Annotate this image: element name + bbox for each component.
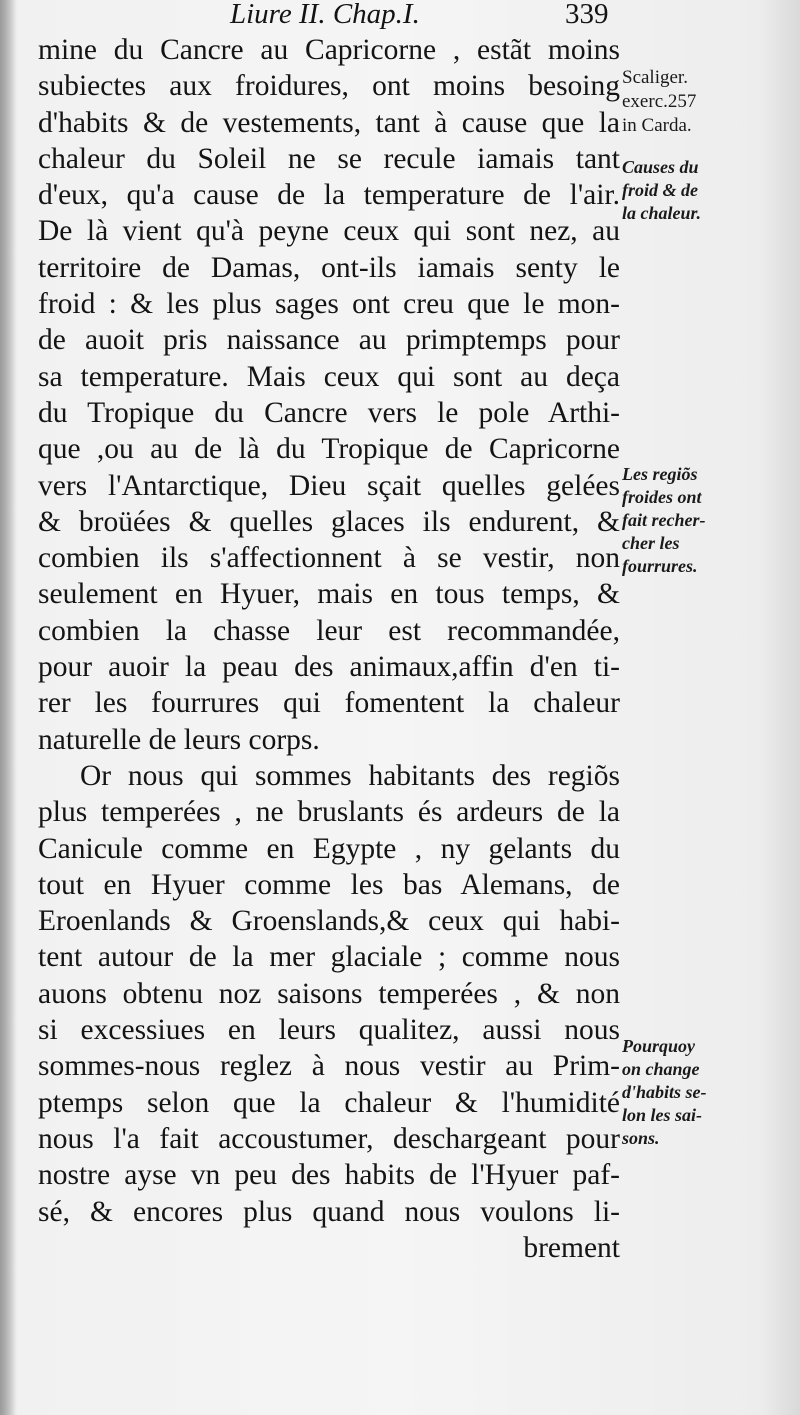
- text-line: & broüées & quelles glaces ils endurent, &: [38, 505, 620, 538]
- text-line: mine du Cancre au Capricorne , estãt moins: [38, 34, 620, 66]
- margin-note-line: froid & de: [622, 180, 698, 200]
- text-line: subiectes aux froidures, ont moins besoing: [38, 70, 620, 103]
- text-line: pour auoir la peau des animaux,affin d'en ti-: [38, 651, 620, 684]
- text-line: nous l'a fait accoustumer, deschargeant pour: [38, 1122, 620, 1155]
- margin-note-line: fait recher-: [622, 510, 706, 530]
- text-line: que ,ou au de là du Tropique de Capricorne: [38, 433, 620, 466]
- text-line: Canicule comme en Egypte , ny gelants du: [38, 832, 620, 865]
- margin-note-line: cher les: [622, 533, 680, 553]
- text-line: chaleur du Soleil ne se recule iamais tant: [38, 142, 620, 175]
- text-line: rer les fourrures qui fomentent la chaleur: [38, 687, 620, 720]
- text-line: si excessiues en leurs qualitez, aussi nous: [38, 1014, 620, 1047]
- body-text: [38, 32, 620, 1266]
- text-line: tent autour de la mer glaciale ; comme nous: [38, 941, 620, 974]
- text-line: seulement en Hyuer, mais en tous temps, &: [38, 578, 620, 611]
- margin-note-pourquoy: [622, 1035, 798, 1150]
- margin-note-line: sons.: [622, 1128, 660, 1148]
- page-header: [150, 0, 630, 34]
- margin-note-line: la chaleur.: [622, 203, 702, 223]
- text-line: vers l'Antarctique, Dieu sçait quelles gelées: [38, 469, 620, 502]
- margin-note-line: Pourquoy: [622, 1036, 696, 1056]
- text-line: ptemps selon que la chaleur & l'humidité: [38, 1086, 620, 1119]
- text-line: De là vient qu'à peyne ceux qui sont nez, au: [38, 215, 620, 248]
- page-number: 339: [565, 0, 609, 30]
- margin-note-line: Les regiõs: [622, 464, 698, 484]
- margin-note-line: froides ont: [622, 487, 702, 507]
- margin-note-scaliger: [622, 66, 798, 138]
- bleed-through-shadow: [640, 600, 800, 636]
- text-line: nostre ayse vn peu des habits de l'Hyuer paf-: [38, 1159, 620, 1192]
- margin-note-line: lon les sai-: [622, 1105, 703, 1125]
- text-line: de auoit pris naissance au primptemps pour: [38, 324, 620, 357]
- text-line: territoire de Damas, ont-ils iamais senty le: [38, 251, 620, 284]
- margin-note-causes: [622, 156, 798, 225]
- margin-note-line: Causes du: [622, 157, 699, 177]
- margin-note-line: exerc.257: [622, 91, 697, 112]
- text-line: d'eux, qu'a cause de la temperature de l'air.: [38, 179, 620, 212]
- text-line: combien la chasse leur est recommandée,: [38, 614, 620, 647]
- margin-note-line: in Carda.: [622, 115, 692, 136]
- spine-shadow: [0, 0, 16, 1415]
- text-line: sé, & encores plus quand nous voulons li-: [38, 1195, 620, 1228]
- margin-note-regions: [622, 463, 798, 578]
- running-title: Liure II. Chap.I.: [230, 0, 420, 30]
- text-line: Eroenlands & Groenslands,& ceux qui habi-: [38, 905, 620, 938]
- text-line: d'habits & de vestements, tant à cause que la: [38, 106, 620, 139]
- text-line: auons obtenu noz saisons temperées , & non: [38, 977, 620, 1010]
- margin-note-line: fourrures.: [622, 556, 698, 576]
- text-line: sommes-nous reglez à nous vestir au Prim-: [38, 1050, 620, 1083]
- text-line: combien ils s'affectionnent à se vestir, non: [38, 542, 620, 575]
- margin-note-line: Scaliger.: [622, 67, 688, 88]
- text-line: froid : & les plus sages ont creu que le mon-: [38, 288, 620, 321]
- text-line: sa temperature. Mais ceux qui sont au deça: [38, 360, 620, 393]
- text-line: naturelle de leurs corps.: [38, 723, 320, 756]
- margin-note-line: on change: [622, 1059, 700, 1079]
- text-line: tout en Hyuer comme les bas Alemans, de: [38, 868, 620, 901]
- text-line: Or nous qui sommes habitants des regiõs: [80, 759, 620, 792]
- text-line: du Tropique du Cancre vers le pole Arthi-: [38, 396, 620, 429]
- margin-note-line: d'habits se-: [622, 1082, 707, 1102]
- catchword: brement: [523, 1231, 620, 1264]
- text-line: plus temperées , ne bruslants és ardeurs de la: [38, 796, 620, 829]
